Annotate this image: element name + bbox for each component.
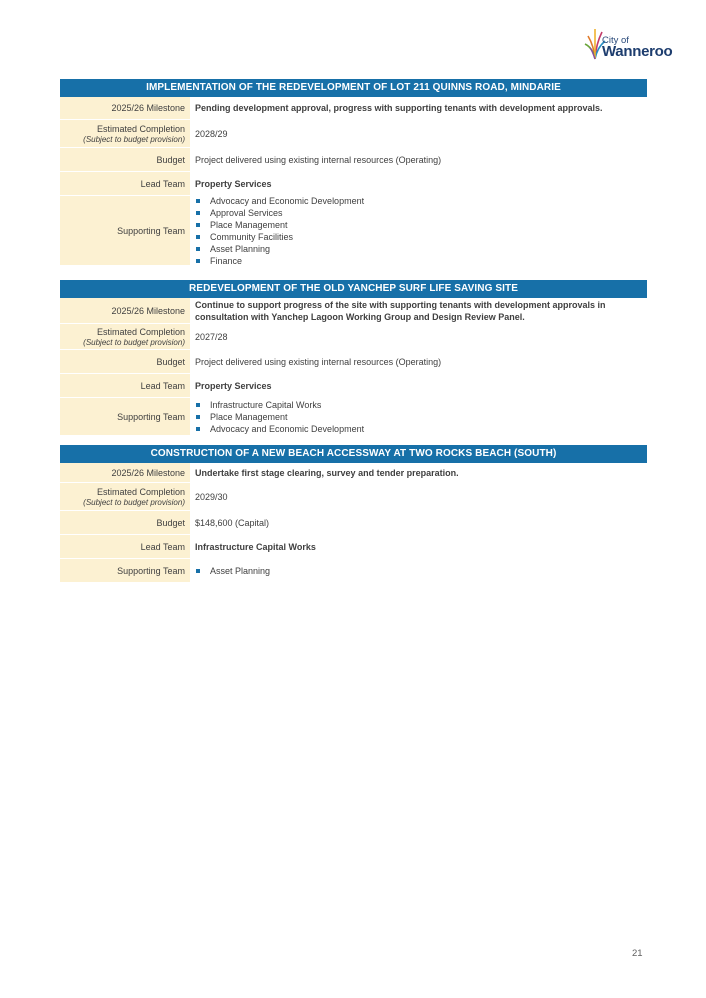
milestone-value: Pending development approval, progress with supporting tenants with development approvals. xyxy=(195,103,603,113)
budget-row xyxy=(60,148,647,172)
project-table-two-rocks-beach xyxy=(60,445,647,583)
completion-label xyxy=(60,483,190,510)
completion-value: 2028/29 xyxy=(195,128,228,139)
completion-label-sub: (Subject to budget provision) xyxy=(83,337,185,347)
support-label xyxy=(60,559,190,582)
project-table-quinns-road xyxy=(60,79,647,266)
completion-row xyxy=(60,120,647,148)
lead-label xyxy=(60,374,190,397)
budget-value: $148,600 (Capital) xyxy=(195,517,270,528)
budget-label xyxy=(60,350,190,373)
support-item: Finance xyxy=(195,255,647,267)
milestone-label xyxy=(60,97,190,119)
support-list xyxy=(195,565,647,577)
support-item: Advocacy and Economic Development xyxy=(195,423,647,435)
completion-value: 2029/30 xyxy=(195,491,228,502)
completion-label xyxy=(60,324,190,349)
support-item: Place Management xyxy=(195,411,647,423)
budget-label-text: Budget xyxy=(156,517,185,528)
support-item: Community Facilities xyxy=(195,231,647,243)
milestone-row xyxy=(60,298,647,324)
support-item: Infrastructure Capital Works xyxy=(195,399,647,411)
lead-row xyxy=(60,535,647,559)
support-label-text: Supporting Team xyxy=(117,225,185,236)
logo-city-text: City of xyxy=(602,35,629,46)
budget-row xyxy=(60,511,647,535)
support-item: Advocacy and Economic Development xyxy=(195,195,647,207)
milestone-value: Undertake first stage clearing, survey and tender preparation. xyxy=(195,467,459,478)
budget-value: Project delivered using existing internal resources (Operating) xyxy=(195,356,442,367)
support-label xyxy=(60,398,190,435)
support-label-text: Supporting Team xyxy=(117,565,185,576)
city-of-wanneroo-logo xyxy=(584,26,676,66)
budget-label xyxy=(60,148,190,171)
support-row xyxy=(60,196,647,266)
completion-label-text: Estimated Completion xyxy=(96,326,185,337)
budget-label xyxy=(60,511,190,534)
support-value xyxy=(190,559,647,582)
lead-label-text: Lead Team xyxy=(140,380,185,391)
support-value xyxy=(190,398,647,435)
support-list xyxy=(195,195,647,267)
completion-label-text: Estimated Completion xyxy=(96,123,185,134)
completion-label-text: Estimated Completion xyxy=(96,486,185,497)
budget-label-text: Budget xyxy=(156,356,185,367)
milestone-label xyxy=(60,463,190,482)
milestone-label-text: 2025/26 Milestone xyxy=(111,467,185,478)
support-row xyxy=(60,559,647,583)
milestone-label xyxy=(60,298,190,323)
project-title: REDEVELOPMENT OF THE OLD YANCHEP SURF LIFE SAVING SITE xyxy=(60,280,647,298)
lead-label-text: Lead Team xyxy=(140,541,185,552)
completion-row xyxy=(60,483,647,511)
budget-label-text: Budget xyxy=(156,154,185,165)
completion-value: 2027/28 xyxy=(195,331,228,342)
completion-label-sub: (Subject to budget provision) xyxy=(83,134,185,144)
completion-row xyxy=(60,324,647,350)
support-label-text: Supporting Team xyxy=(117,411,185,422)
logo-name-text: Wanneroo xyxy=(602,43,673,60)
completion-label-sub: (Subject to budget provision) xyxy=(83,497,185,507)
page-number: 21 xyxy=(632,948,643,959)
project-title: IMPLEMENTATION OF THE REDEVELOPMENT OF LOT 211 QUINNS ROAD, MINDARIE xyxy=(60,79,647,97)
lead-label-text: Lead Team xyxy=(140,178,185,189)
lead-label xyxy=(60,535,190,558)
completion-label xyxy=(60,120,190,147)
milestone-value: Continue to support progress of the site with supporting tenants with development approvals in consultation with Yanchep Lagoon Working Group and Design Review Panel. xyxy=(195,299,606,322)
support-item: Approval Services xyxy=(195,207,647,219)
support-row xyxy=(60,398,647,436)
support-list xyxy=(195,399,647,435)
lead-row xyxy=(60,374,647,398)
lead-label xyxy=(60,172,190,195)
support-item: Asset Planning xyxy=(195,565,647,577)
budget-row xyxy=(60,350,647,374)
lead-value: Infrastructure Capital Works xyxy=(195,541,316,552)
project-title: CONSTRUCTION OF A NEW BEACH ACCESSWAY AT TWO ROCKS BEACH (SOUTH) xyxy=(60,445,647,463)
support-item: Asset Planning xyxy=(195,243,647,255)
milestone-row xyxy=(60,97,647,120)
lead-row xyxy=(60,172,647,196)
support-label xyxy=(60,196,190,265)
budget-value: Project delivered using existing internal resources (Operating) xyxy=(195,154,442,165)
milestone-label-text: 2025/26 Milestone xyxy=(111,103,185,113)
lead-value: Property Services xyxy=(195,178,272,189)
support-value xyxy=(190,196,647,265)
project-table-yanchep-surf xyxy=(60,280,647,436)
support-item: Place Management xyxy=(195,219,647,231)
milestone-label-text: 2025/26 Milestone xyxy=(111,305,185,316)
milestone-row xyxy=(60,463,647,483)
lead-value: Property Services xyxy=(195,380,272,391)
